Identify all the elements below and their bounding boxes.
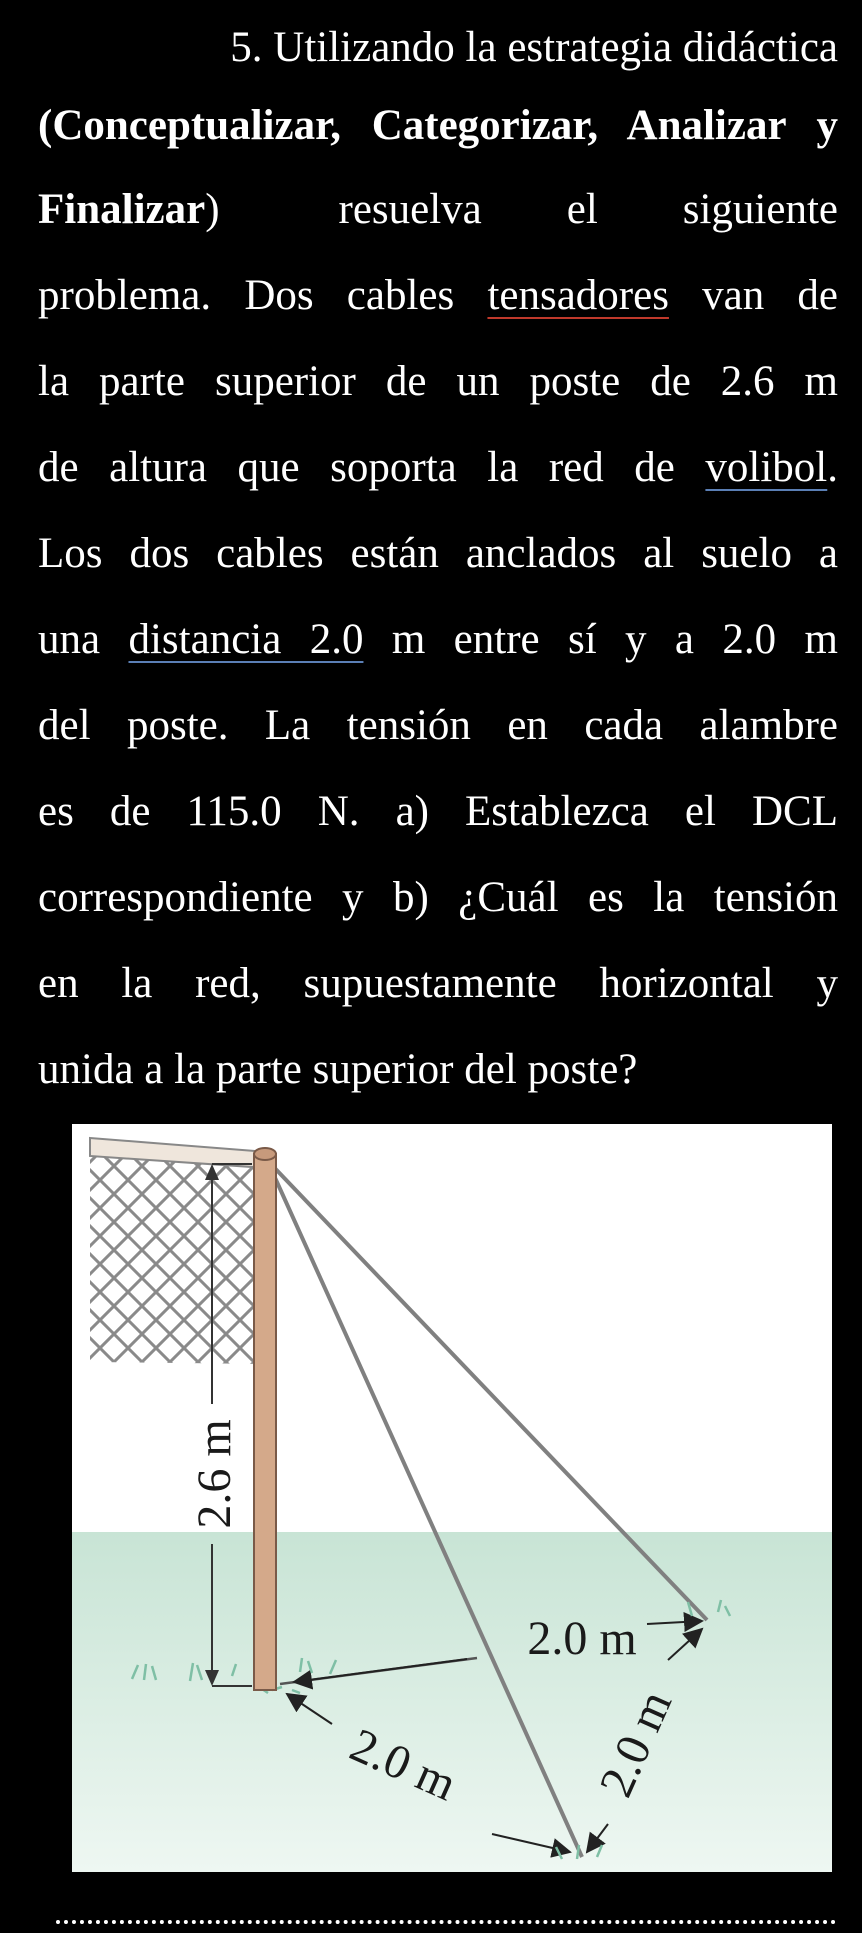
pole-cables-diagram	[72, 1124, 832, 1872]
distance-label-left: 2.0 m	[342, 1718, 465, 1812]
text-segment: es de 115.0 N. a) Establezca el DCL	[38, 788, 838, 835]
text-segment: Los dos cables están anclados al suelo a	[38, 530, 838, 577]
text-line-13	[38, 1040, 838, 1100]
text-line-6	[38, 438, 838, 498]
text-segment: ) resuelva el siguiente	[205, 186, 838, 233]
text-line-7	[38, 524, 838, 584]
text-segment: volibol	[705, 444, 828, 491]
text-line-2	[38, 96, 838, 156]
text-segment: una	[38, 616, 129, 663]
text-segment: .	[827, 444, 838, 491]
pole	[254, 1148, 276, 1690]
text-segment: (Conceptualizar, Categorizar, Analizar y	[38, 102, 838, 149]
text-segment: tensadores	[487, 272, 669, 319]
text-segment: en la red, supuestamente horizontal y	[38, 960, 838, 1007]
ground	[72, 1532, 832, 1872]
text-segment: unida a la parte superior del poste?	[38, 1046, 638, 1093]
height-label: 2.6 m	[188, 1419, 241, 1529]
text-segment: correspondiente y b) ¿Cuál es la tensión	[38, 874, 838, 921]
volleyball-net	[90, 1138, 267, 1364]
text-line-8	[38, 610, 838, 670]
text-segment: 5. Utilizando la estrategia didáctica	[230, 24, 838, 71]
text-segment: distancia 2.0	[128, 616, 364, 663]
text-line-5	[38, 352, 838, 412]
distance-label-right: 2.0 m	[589, 1682, 683, 1805]
text-segment: de altura que soporta la red de	[38, 444, 706, 491]
text-segment: Finalizar	[38, 186, 206, 233]
text-segment: la parte superior de un poste de 2.6 m	[38, 358, 838, 405]
text-segment: m entre sí y a 2.0 m	[363, 616, 838, 663]
diagram-svg	[72, 1124, 832, 1872]
text-line-3	[38, 180, 838, 240]
distance-label-top: 2.0 m	[527, 1612, 637, 1665]
text-segment: problema. Dos cables	[38, 272, 488, 319]
text-line-12	[38, 954, 838, 1014]
dotted-divider	[56, 1920, 836, 1924]
text-line-10	[38, 782, 838, 842]
text-line-1	[38, 18, 838, 78]
text-line-9	[38, 696, 838, 756]
text-segment: del poste. La tensión en cada alambre	[38, 702, 838, 749]
text-line-11	[38, 868, 838, 928]
text-line-4	[38, 266, 838, 326]
text-segment: van de	[668, 272, 839, 319]
